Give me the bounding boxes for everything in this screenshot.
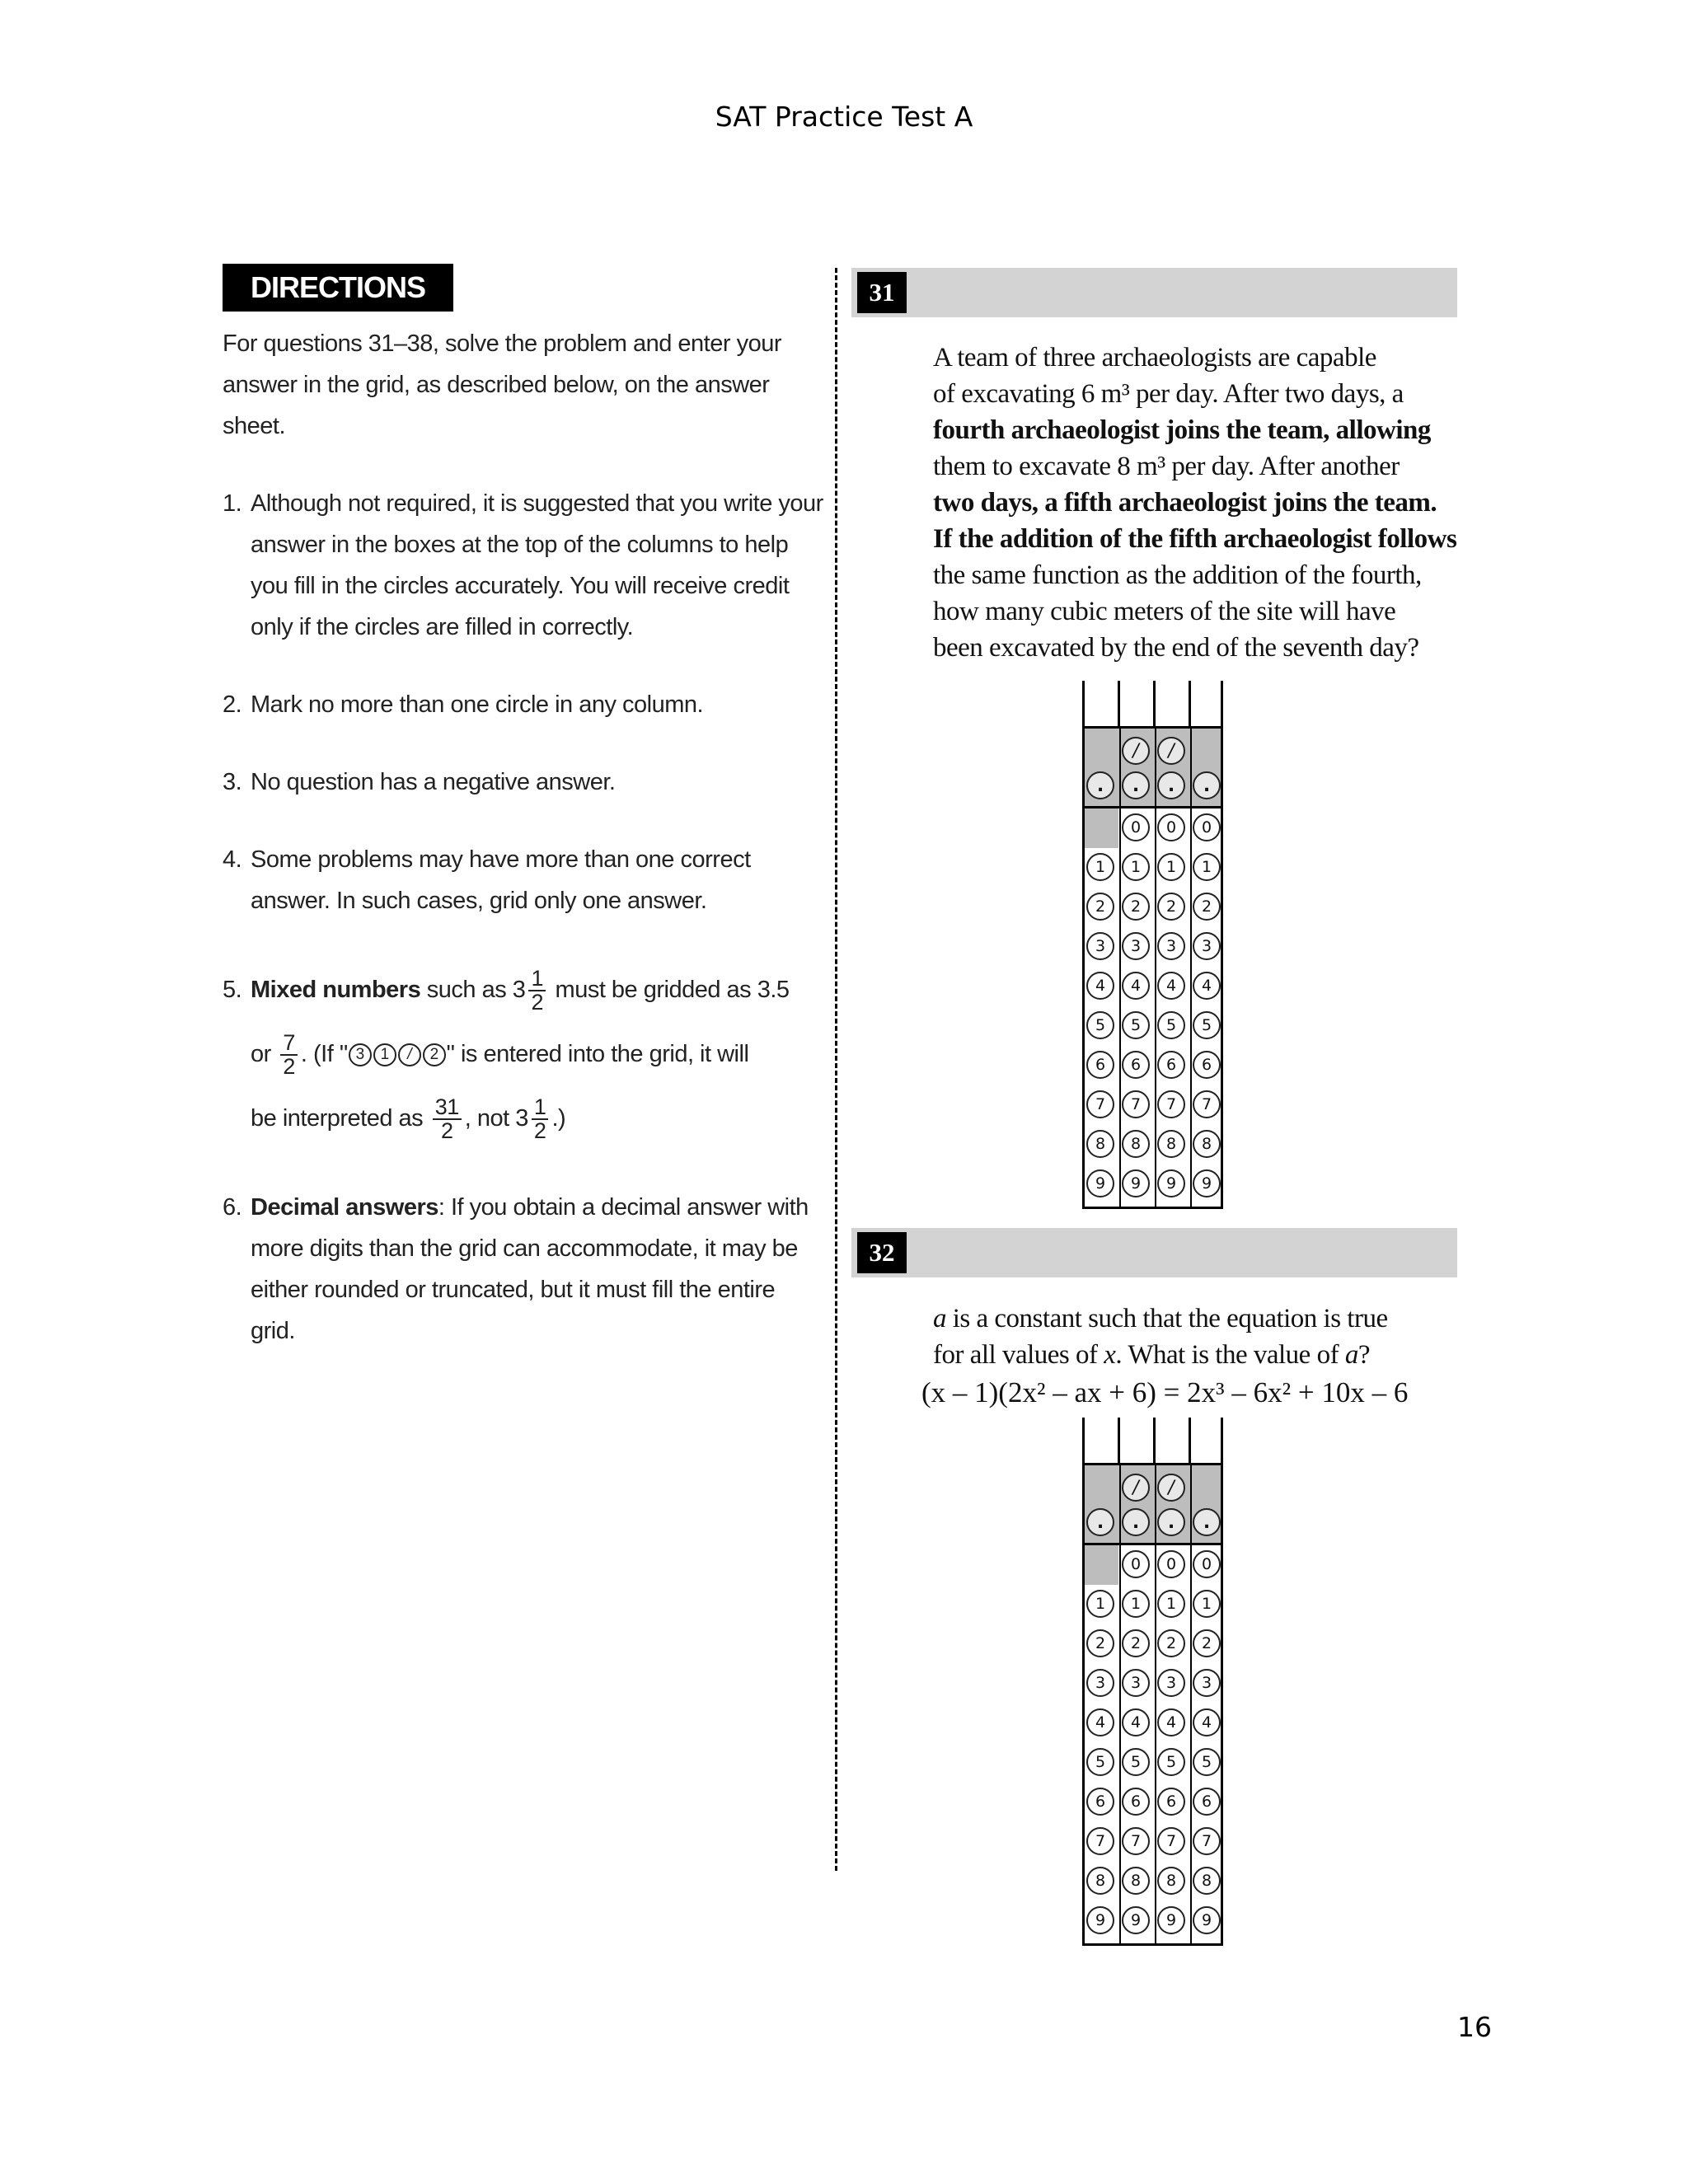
- column-separator: [1155, 1545, 1156, 1943]
- digit-bubble[interactable]: 8: [1157, 1130, 1185, 1158]
- digit-bubble[interactable]: 8: [1086, 1867, 1114, 1895]
- digit-bubble[interactable]: 9: [1122, 1906, 1150, 1934]
- digit-bubble[interactable]: 1: [1193, 853, 1221, 881]
- entry-box-divider: [1221, 1418, 1223, 1463]
- fraction-one-half: [528, 968, 546, 1014]
- entry-box-divider: [1189, 681, 1191, 726]
- rule-text: . (If ": [300, 1041, 348, 1067]
- symbol-row: [1082, 1463, 1223, 1545]
- question-line: them to excavate 8 m³ per day. After another: [933, 452, 1400, 481]
- digit-bubble[interactable]: 8: [1122, 1867, 1150, 1895]
- entry-box-divider: [1153, 681, 1156, 726]
- answer-entry-boxes[interactable]: [1082, 681, 1223, 726]
- digit-bubble[interactable]: 1: [1193, 1590, 1221, 1618]
- rule-text: , not: [464, 1105, 509, 1132]
- question-line-text: is a constant such that the equation is true: [946, 1304, 1388, 1333]
- rule-6: [223, 1187, 824, 1352]
- entry-box-divider: [1118, 1418, 1120, 1463]
- digit-bubble[interactable]: 6: [1122, 1788, 1150, 1816]
- digit-bubble[interactable]: 9: [1086, 1169, 1114, 1197]
- example-bubble: 2: [423, 1043, 446, 1066]
- column-separator: [1190, 1465, 1192, 1543]
- example-bubble: 3: [349, 1043, 372, 1066]
- decimal-point-bubble[interactable]: .: [1157, 771, 1185, 799]
- question-line-text: ?: [1357, 1340, 1370, 1370]
- fraction-denominator: 2: [531, 990, 543, 1015]
- digit-bubble[interactable]: 2: [1157, 1629, 1185, 1657]
- digit-bubble[interactable]: 4: [1086, 1708, 1114, 1736]
- digit-bubble[interactable]: 8: [1193, 1130, 1221, 1158]
- digit-bubble[interactable]: 4: [1122, 972, 1150, 1000]
- rule-number: 3.: [223, 769, 242, 795]
- column-separator: [1119, 808, 1121, 1207]
- digit-bubble[interactable]: 1: [1122, 853, 1150, 881]
- digit-bubble[interactable]: 5: [1122, 1011, 1150, 1039]
- column-separator: [1119, 1545, 1121, 1943]
- digit-bubble[interactable]: 9: [1122, 1169, 1150, 1197]
- rule-2: [223, 684, 824, 725]
- question-line: A team of three archaeologists are capable: [933, 343, 1376, 373]
- digit-bubble[interactable]: 4: [1193, 972, 1221, 1000]
- entry-box-divider: [1189, 1418, 1191, 1463]
- digit-bubble[interactable]: 7: [1122, 1827, 1150, 1855]
- digit-bubble[interactable]: 1: [1086, 853, 1114, 881]
- rule-number: 4.: [223, 846, 242, 873]
- rule-text: must be gridded as 3.5: [555, 977, 790, 1003]
- digit-bubble[interactable]: 2: [1193, 893, 1221, 921]
- rule-5: [223, 958, 824, 1151]
- digit-bubble[interactable]: 7: [1157, 1827, 1185, 1855]
- question-31-header: [851, 268, 1457, 317]
- rule-1: [223, 483, 824, 648]
- column-separator: [1190, 729, 1192, 806]
- digit-bubble[interactable]: 2: [1086, 1629, 1114, 1657]
- unused-zero-cell: [1085, 1545, 1118, 1585]
- column-separator: [1155, 729, 1156, 806]
- rule-number: 6.: [223, 1194, 242, 1221]
- digit-bubble[interactable]: 8: [1193, 1867, 1221, 1895]
- digit-bubble[interactable]: 7: [1086, 1827, 1114, 1855]
- question-line: two days, a fifth archaeologist joins the team.: [933, 488, 1437, 518]
- decimal-point-bubble[interactable]: .: [1193, 771, 1221, 799]
- digit-bubble[interactable]: 3: [1086, 1669, 1114, 1697]
- question-number-badge: 31: [857, 272, 907, 313]
- question-line: how many cubic meters of the site will have: [933, 597, 1396, 626]
- column-separator: [1190, 1545, 1192, 1943]
- digit-bubble[interactable]: 8: [1157, 1867, 1185, 1895]
- answer-entry-boxes[interactable]: [1082, 1418, 1223, 1463]
- digit-bubble[interactable]: 6: [1193, 1788, 1221, 1816]
- decimal-point-bubble[interactable]: .: [1193, 1508, 1221, 1536]
- digit-bubble[interactable]: 7: [1122, 1090, 1150, 1118]
- directions-title: DIRECTIONS: [223, 264, 453, 312]
- rule-bold-term: Decimal answers: [251, 1194, 438, 1221]
- column-separator: [1155, 808, 1156, 1207]
- rule-text: Although not required, it is suggested that you write your answer in the boxes at the top of the columns to help you fill in the circles accurately. You will receive credit only if the circles are filled in correctly.: [251, 490, 823, 640]
- column-divider: [835, 268, 837, 1871]
- digit-bubble[interactable]: 9: [1157, 1906, 1185, 1934]
- decimal-point-bubble[interactable]: .: [1157, 1508, 1185, 1536]
- digit-bubble[interactable]: 5: [1193, 1748, 1221, 1776]
- digit-bubble[interactable]: 9: [1086, 1906, 1114, 1934]
- digit-bubble[interactable]: 4: [1193, 1708, 1221, 1736]
- example-bubble: 1: [373, 1043, 396, 1066]
- digit-bubble[interactable]: 2: [1122, 893, 1150, 921]
- rule-number: 1.: [223, 490, 242, 517]
- fraction-seven-halves: [280, 1032, 298, 1078]
- question-line-text: for all values of: [933, 1340, 1104, 1370]
- digit-bubble[interactable]: 0: [1122, 1550, 1150, 1578]
- question-number-badge: 32: [857, 1232, 907, 1273]
- rule-text: Mark no more than one circle in any column.: [251, 691, 704, 718]
- column-separator: [1119, 1465, 1121, 1543]
- fraction-numerator: 31: [433, 1096, 462, 1120]
- digit-bubble[interactable]: 3: [1157, 932, 1185, 960]
- digit-bubble[interactable]: 1: [1086, 1590, 1114, 1618]
- decimal-point-bubble[interactable]: .: [1086, 771, 1114, 799]
- digit-bubble[interactable]: 4: [1157, 972, 1185, 1000]
- digit-bubble[interactable]: 9: [1193, 1906, 1221, 1934]
- digit-bubble[interactable]: 2: [1086, 893, 1114, 921]
- variable-x: x: [1104, 1340, 1116, 1370]
- slash-bubble[interactable]: /: [1122, 737, 1150, 765]
- digit-bubble[interactable]: 5: [1122, 1748, 1150, 1776]
- symbol-row: [1082, 726, 1223, 808]
- variable-a: a: [1344, 1340, 1358, 1370]
- digit-bubble[interactable]: 7: [1086, 1090, 1114, 1118]
- unused-zero-cell: [1085, 808, 1118, 848]
- digit-bubble[interactable]: 3: [1157, 1669, 1185, 1697]
- fraction-denominator: 2: [440, 1118, 453, 1144]
- question-line: of excavating 6 m³ per day. After two days, a: [933, 379, 1404, 409]
- digit-bubble[interactable]: 7: [1193, 1090, 1221, 1118]
- example-bubble: /: [398, 1043, 421, 1066]
- digit-bubble[interactable]: 9: [1193, 1169, 1221, 1197]
- decimal-point-bubble[interactable]: .: [1122, 1508, 1150, 1536]
- fraction-denominator: 2: [533, 1118, 546, 1144]
- digit-bubble[interactable]: 6: [1157, 1051, 1185, 1079]
- digit-bubble[interactable]: 0: [1193, 813, 1221, 841]
- rule-text: " is entered into the grid, it will: [446, 1041, 749, 1067]
- digit-bubble[interactable]: 0: [1157, 1550, 1185, 1578]
- question-32-header: [851, 1228, 1457, 1277]
- page-number: 16: [1457, 2011, 1492, 2043]
- column-separator: [1155, 1465, 1156, 1543]
- digit-bubble[interactable]: 2: [1122, 1629, 1150, 1657]
- question-line: fourth archaeologist joins the team, allowing: [933, 415, 1431, 445]
- digit-bubble[interactable]: 0: [1157, 813, 1185, 841]
- question-32-equation: (x – 1)(2x² – ax + 6) = 2x³ – 6x² + 10x – 6: [921, 1376, 1409, 1408]
- rule-3: [223, 762, 824, 803]
- rule-number: 5.: [223, 977, 242, 1003]
- digit-bubble[interactable]: 1: [1157, 1590, 1185, 1618]
- question-line: If the addition of the fifth archaeologist follows: [933, 524, 1457, 554]
- digit-bubble[interactable]: 6: [1086, 1788, 1114, 1816]
- digit-bubbles: [1082, 1545, 1223, 1946]
- digit-bubble[interactable]: 6: [1157, 1788, 1185, 1816]
- entry-box-divider: [1082, 1418, 1085, 1463]
- digit-bubble[interactable]: 2: [1193, 1629, 1221, 1657]
- fraction-thirtyone-halves: [433, 1096, 462, 1142]
- digit-bubble[interactable]: 8: [1122, 1130, 1150, 1158]
- digit-bubble[interactable]: 8: [1086, 1130, 1114, 1158]
- entry-box-divider: [1082, 681, 1085, 726]
- variable-a: a: [933, 1304, 946, 1333]
- question-line-text: . What is the value of: [1115, 1340, 1345, 1370]
- decimal-point-bubble[interactable]: .: [1086, 1508, 1114, 1536]
- digit-bubble[interactable]: 5: [1086, 1011, 1114, 1039]
- question-line: [933, 1337, 1477, 1373]
- digit-bubble[interactable]: 6: [1122, 1051, 1150, 1079]
- digit-bubble[interactable]: 5: [1193, 1011, 1221, 1039]
- directions-panel: [223, 264, 824, 1388]
- digit-bubble[interactable]: 1: [1122, 1590, 1150, 1618]
- decimal-point-bubble[interactable]: .: [1122, 771, 1150, 799]
- entry-box-divider: [1221, 681, 1223, 726]
- entry-box-divider: [1153, 1418, 1156, 1463]
- rule-text: No question has a negative answer.: [251, 769, 616, 795]
- digit-bubbles: [1082, 808, 1223, 1209]
- digit-bubble[interactable]: 3: [1122, 1669, 1150, 1697]
- question-31-text: [933, 340, 1477, 666]
- rule-text: Some problems may have more than one correct answer. In such cases, grid only one answer.: [251, 846, 751, 914]
- directions-intro: For questions 31–38, solve the problem and enter your answer in the grid, as described below, on the answer sheet.: [223, 330, 781, 439]
- fraction-numerator: 1: [532, 1096, 549, 1120]
- slash-bubble[interactable]: /: [1157, 1474, 1185, 1502]
- slash-bubble[interactable]: /: [1122, 1474, 1150, 1502]
- rule-4: [223, 839, 824, 921]
- digit-bubble[interactable]: 6: [1086, 1051, 1114, 1079]
- digit-bubble[interactable]: 0: [1122, 813, 1150, 841]
- digit-bubble[interactable]: 7: [1157, 1090, 1185, 1118]
- column-separator: [1119, 729, 1121, 806]
- digit-bubble[interactable]: 5: [1157, 1748, 1185, 1776]
- digit-bubble[interactable]: 3: [1193, 932, 1221, 960]
- page-header-title: SAT Practice Test A: [715, 101, 973, 133]
- question-32-text: [933, 1301, 1477, 1373]
- digit-bubble[interactable]: 3: [1193, 1669, 1221, 1697]
- rule-text: : If you obtain a decimal answer with more digits than the grid can accommodate, it may be either rounded or truncated, but it must fill the entire grid.: [251, 1194, 809, 1344]
- digit-bubble[interactable]: 5: [1086, 1748, 1114, 1776]
- question-line: been excavated by the end of the seventh day?: [933, 633, 1419, 663]
- digit-bubble[interactable]: 0: [1193, 1550, 1221, 1578]
- rule-number: 2.: [223, 691, 242, 718]
- digit-bubble[interactable]: 4: [1122, 1708, 1150, 1736]
- question-line: [933, 1301, 1477, 1337]
- rule-text: .): [551, 1105, 566, 1132]
- rule-text: or: [251, 1041, 271, 1067]
- mixed-number-whole: 3: [515, 1105, 528, 1132]
- rule-text: such as: [426, 977, 507, 1003]
- digit-bubble[interactable]: 6: [1193, 1051, 1221, 1079]
- question-31-answer-grid[interactable]: [1082, 681, 1223, 1209]
- digit-bubble[interactable]: 4: [1086, 972, 1114, 1000]
- digit-bubble[interactable]: 4: [1157, 1708, 1185, 1736]
- question-line: the same function as the addition of the fourth,: [933, 560, 1422, 590]
- fraction-one-half: [532, 1096, 549, 1142]
- rule-text: be interpreted as: [251, 1105, 424, 1132]
- mixed-number-whole: 3: [512, 977, 526, 1003]
- fraction-numerator: 7: [280, 1032, 298, 1056]
- slash-bubble[interactable]: /: [1157, 737, 1185, 765]
- digit-bubble[interactable]: 3: [1122, 932, 1150, 960]
- digit-bubble[interactable]: 5: [1157, 1011, 1185, 1039]
- rule-bold-term: Mixed numbers: [251, 977, 421, 1003]
- column-separator: [1190, 808, 1192, 1207]
- fraction-denominator: 2: [283, 1054, 295, 1080]
- digit-bubble[interactable]: 3: [1086, 932, 1114, 960]
- fraction-numerator: 1: [528, 968, 546, 991]
- digit-bubble[interactable]: 2: [1157, 893, 1185, 921]
- entry-box-divider: [1118, 681, 1120, 726]
- digit-bubble[interactable]: 1: [1157, 853, 1185, 881]
- question-32-answer-grid[interactable]: [1082, 1418, 1223, 1946]
- digit-bubble[interactable]: 7: [1193, 1827, 1221, 1855]
- digit-bubble[interactable]: 9: [1157, 1169, 1185, 1197]
